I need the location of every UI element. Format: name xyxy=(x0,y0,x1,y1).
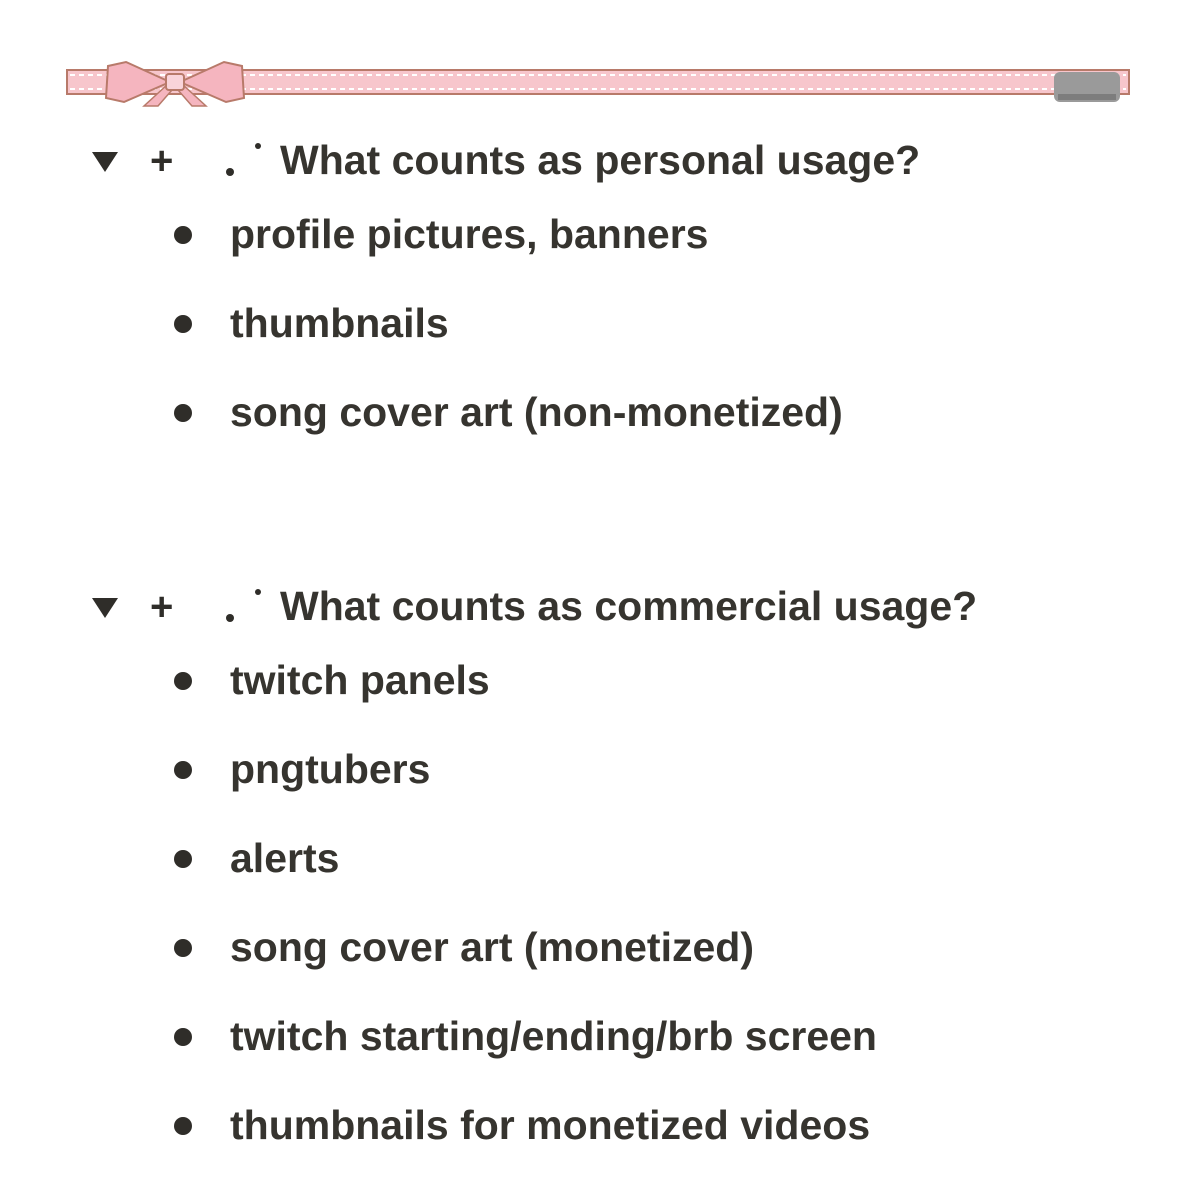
list-item-text: song cover art (monetized) xyxy=(230,924,754,970)
sparkle-dots-icon xyxy=(218,132,268,182)
toggle-block-commercial xyxy=(0,578,1198,1172)
list-item-text: song cover art (non-monetized) xyxy=(230,389,843,435)
list-item xyxy=(0,192,1198,281)
list-item-text: profile pictures, banners xyxy=(230,211,709,257)
pink-bow-ribbon-icon xyxy=(66,58,1132,108)
bullet-dot-icon xyxy=(174,850,192,868)
list-item-text: thumbnails for monetized videos xyxy=(230,1102,871,1148)
toggle-header-personal[interactable] xyxy=(0,132,1198,192)
list-item xyxy=(0,370,1198,459)
plus-icon: + xyxy=(150,585,174,629)
triangle-down-icon[interactable] xyxy=(90,596,120,620)
toggle-header-commercial[interactable] xyxy=(0,578,1198,638)
bullet-list xyxy=(0,638,1198,1172)
bullet-dot-icon xyxy=(174,1117,192,1135)
bullet-list xyxy=(0,192,1198,459)
bullet-dot-icon xyxy=(174,761,192,779)
list-item-text: twitch panels xyxy=(230,657,490,703)
bullet-dot-icon xyxy=(174,315,192,333)
sparkle-dots-icon xyxy=(218,578,268,628)
plus-icon: + xyxy=(150,139,174,183)
list-item xyxy=(0,816,1198,905)
list-item xyxy=(0,905,1198,994)
toggle-title: What counts as personal usage? xyxy=(280,137,921,183)
list-item xyxy=(0,281,1198,370)
bullet-dot-icon xyxy=(174,939,192,957)
list-item-text: pngtubers xyxy=(230,746,431,792)
bullet-dot-icon xyxy=(174,672,192,690)
triangle-down-icon[interactable] xyxy=(90,150,120,174)
list-item-text: twitch starting/ending/brb screen xyxy=(230,1013,877,1059)
list-item xyxy=(0,994,1198,1083)
list-item xyxy=(0,638,1198,727)
toggle-block-personal xyxy=(0,132,1198,459)
bullet-dot-icon xyxy=(174,226,192,244)
list-item xyxy=(0,727,1198,816)
toggle-title: What counts as commercial usage? xyxy=(280,583,978,629)
bullet-dot-icon xyxy=(174,404,192,422)
list-item xyxy=(0,1083,1198,1172)
ribbon-divider xyxy=(66,58,1132,108)
list-item-text: alerts xyxy=(230,835,340,881)
bullet-dot-icon xyxy=(174,1028,192,1046)
list-item-text: thumbnails xyxy=(230,300,449,346)
